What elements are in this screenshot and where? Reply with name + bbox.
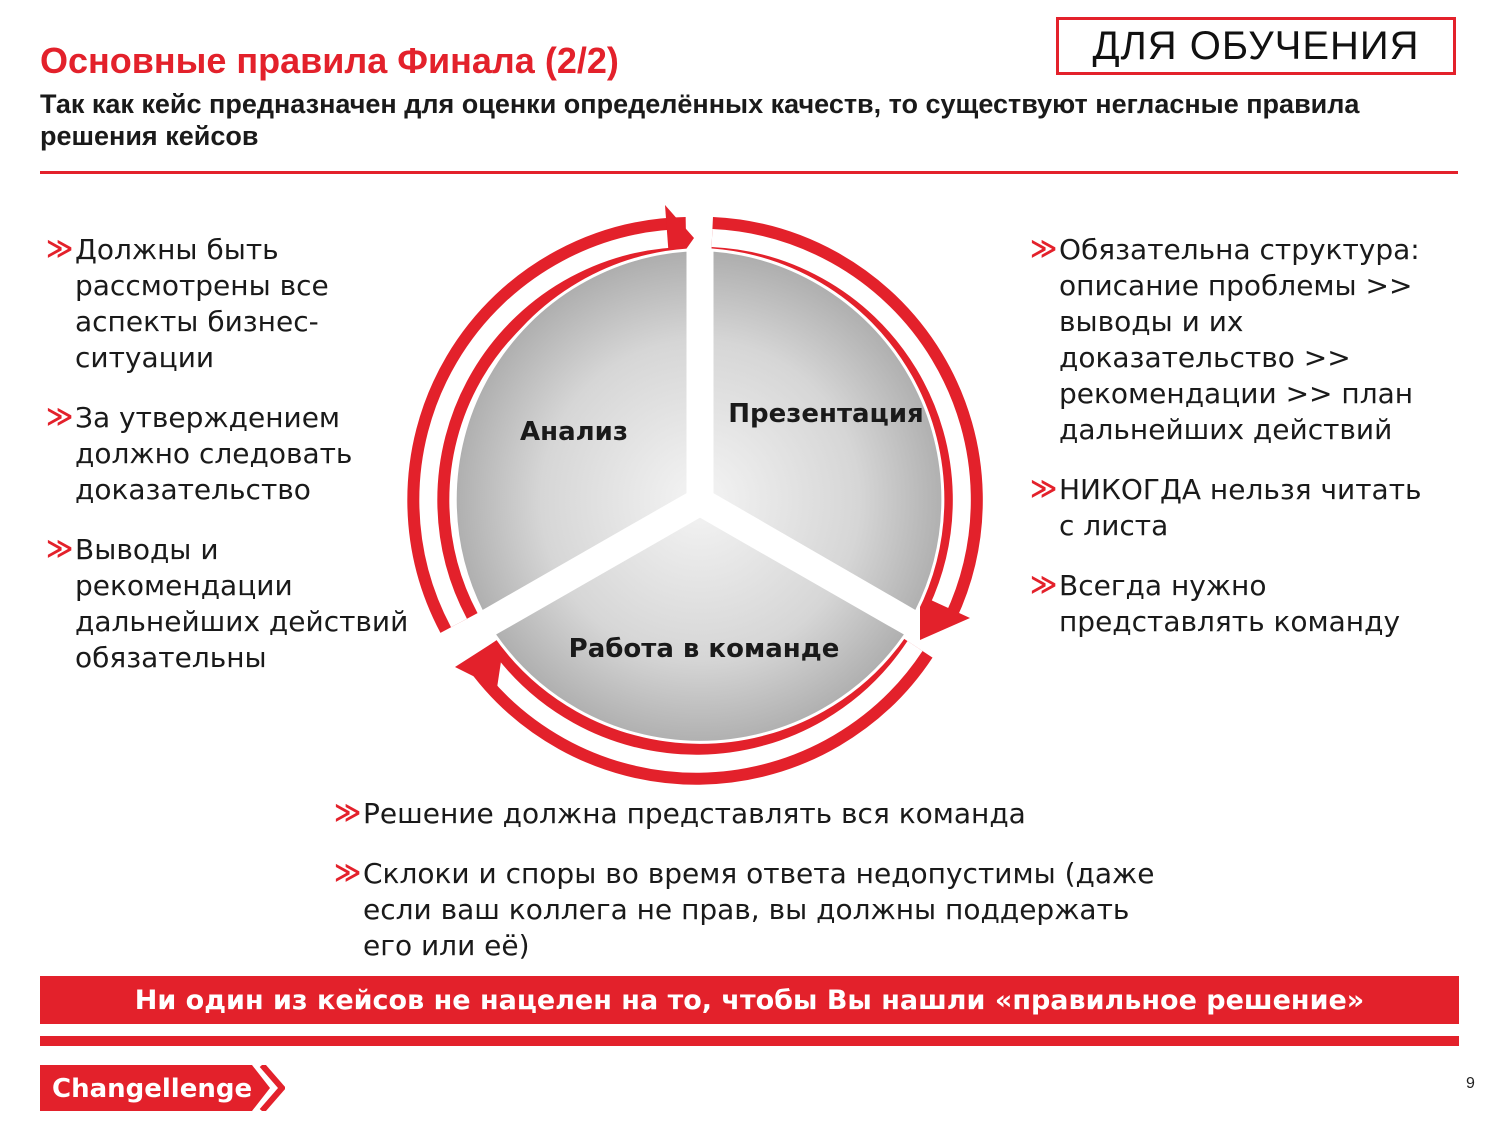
list-item: ≫ Решение должна представлять вся команда <box>334 797 1026 830</box>
page-title: Основные правила Финала (2/2) <box>40 40 619 81</box>
double-chevron-icon: ≫ <box>46 402 68 432</box>
double-chevron-icon: ≫ <box>46 234 68 264</box>
bottom-bullet-list <box>328 796 1158 988</box>
logo-text: Changellenge <box>52 1074 253 1104</box>
segment-label-teamwork: Работа в команде <box>568 634 840 664</box>
key-message-banner: Ни один из кейсов не нацелен на то, чтобы Вы нашли «правильное решение» <box>40 976 1459 1024</box>
double-chevron-icon: ≫ <box>1030 474 1052 504</box>
page-subtitle: Так как кейс предназначен для оценки определённых качеств, то существуют негласные правила решения кейсов <box>40 89 1360 151</box>
list-item: ≫ Склоки и споры во время ответа недопустимы (даже если ваш коллега не прав, вы должны поддержать его или её) <box>334 857 1155 962</box>
double-chevron-icon: ≫ <box>1030 234 1052 264</box>
changellenge-logo <box>40 1065 285 1111</box>
list-item: ≫ Должны быть рассмотрены все аспекты бизнес-ситуации <box>46 233 329 374</box>
list-item: ≫ Обязательна структура: описание проблемы >> выводы и их доказательство >> рекомендации >> план дальнейших действий <box>1030 233 1420 446</box>
double-chevron-icon: ≫ <box>1030 570 1052 600</box>
double-chevron-icon: ≫ <box>334 858 356 888</box>
double-chevron-icon: ≫ <box>46 534 68 564</box>
list-item: ≫ Всегда нужно представлять команду <box>1030 569 1401 638</box>
footer-divider <box>40 1036 1459 1046</box>
list-item: ≫ За утверждением должно следовать доказательство <box>46 401 353 506</box>
double-chevron-icon: ≫ <box>334 798 356 828</box>
list-item: ≫ НИКОГДА нельзя читать с листа <box>1030 473 1422 542</box>
segment-label-presentation: Презентация <box>728 399 924 429</box>
training-badge: ДЛЯ ОБУЧЕНИЯ <box>1056 17 1456 75</box>
segment-label-analysis: Анализ <box>520 417 628 447</box>
list-item: ≫ Выводы и рекомендации дальнейших действий обязательны <box>46 533 409 674</box>
page-number: 9 <box>1466 1075 1475 1092</box>
